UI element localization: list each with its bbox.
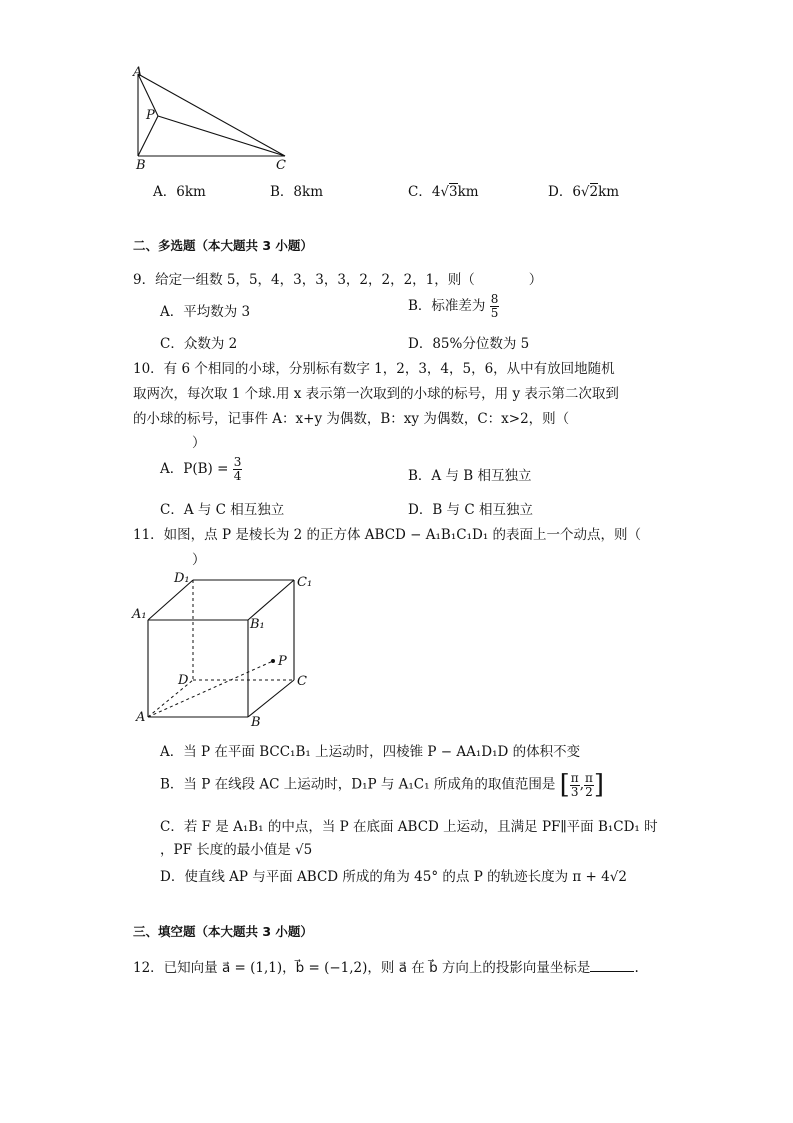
sqrt-sign: √ bbox=[580, 184, 590, 200]
q9-option-d: D．85%分位数为 5 bbox=[408, 336, 530, 352]
q9-option-b-prefix: B．标准差为 bbox=[408, 298, 486, 314]
interval-left-bracket: [ bbox=[559, 770, 570, 800]
q10-fraction-den: 4 bbox=[233, 469, 242, 483]
label-A: A bbox=[136, 710, 146, 725]
q10-option-c: C．A 与 C 相互独立 bbox=[160, 502, 285, 518]
section-2-title: 二、多选题（本大题共 3 小题） bbox=[133, 238, 313, 253]
q12-end: . bbox=[634, 960, 639, 976]
point-p-dot bbox=[271, 659, 275, 663]
label-D1: D₁ bbox=[174, 571, 190, 586]
q8-option-c bbox=[408, 180, 479, 200]
q11-option-a: A．当 P 在平面 BCC₁B₁ 上运动时，四棱锥 P − AA₁D₁D 的体积不变 bbox=[160, 744, 581, 760]
q10-fraction bbox=[233, 456, 243, 483]
q10-option-a bbox=[160, 456, 242, 483]
q10-line-3: 的小球的标号，记事件 A：x+y 为偶数，B：xy 为偶数，C：x>2，则（ bbox=[133, 411, 570, 427]
q11-line-2: ） bbox=[192, 552, 206, 568]
q8-option-c-unit: km bbox=[457, 184, 479, 200]
q9-fraction-den: 5 bbox=[490, 306, 499, 320]
interval-left-den: 3 bbox=[570, 784, 579, 799]
label-A1: A₁ bbox=[132, 607, 147, 622]
q8-option-d-radicand: 2 bbox=[589, 184, 599, 200]
q9-option-a: A．平均数为 3 bbox=[160, 304, 251, 320]
q11-option-d: D．使直线 AP 与平面 ABCD 所成的角为 45° 的点 P 的轨迹长度为 π + 4√2 bbox=[160, 869, 627, 885]
q9-fraction-num: 8 bbox=[490, 292, 499, 306]
label-P: P bbox=[146, 108, 155, 123]
label-B: B bbox=[251, 715, 261, 730]
label-D: D bbox=[178, 673, 189, 688]
q9-option-b bbox=[408, 293, 499, 320]
interval-comma: , bbox=[579, 776, 584, 793]
q10-line-1: 10．有 6 个相同的小球，分别标有数字 1，2，3，4，5，6，从中有放回地随机 bbox=[133, 361, 615, 377]
q8-option-d-prefix: D．6 bbox=[548, 184, 581, 200]
q9-stem: 9．给定一组数 5，5，4，3，3，3，2，2，2，1，则（ ） bbox=[133, 272, 543, 288]
label-C: C bbox=[297, 674, 307, 689]
q10-option-a-prefix: A．P(B) = bbox=[160, 461, 229, 477]
cube-figure bbox=[130, 568, 315, 730]
q11-option-b bbox=[160, 770, 604, 800]
q11-line-1: 11．如图，点 P 是棱长为 2 的正方体 ABCD − A₁B₁C₁D₁ 的表面上一个动点，则（ bbox=[133, 527, 642, 543]
q11-option-b-prefix: B．当 P 在线段 AC 上运动时，D₁P 与 A₁C₁ 所成角的取值范围是 bbox=[160, 776, 556, 793]
triangle-figure bbox=[128, 62, 298, 174]
sqrt-sign: √ bbox=[440, 184, 450, 200]
q10-line-4: ） bbox=[192, 435, 206, 451]
answer-blank[interactable] bbox=[590, 959, 634, 972]
interval-right bbox=[584, 772, 594, 799]
q10-line-2: 取两次，每次取 1 个球.用 x 表示第一次取到的小球的标号，用 y 表示第二次取到 bbox=[133, 386, 619, 402]
interval-left bbox=[570, 772, 580, 799]
interval-right-num: π bbox=[584, 770, 593, 785]
label-B1: B₁ bbox=[250, 617, 265, 632]
q9-option-c: C．众数为 2 bbox=[160, 336, 238, 352]
q10-option-d: D．B 与 C 相互独立 bbox=[408, 502, 533, 518]
q11-option-c-line-1: C．若 F 是 A₁B₁ 的中点，当 P 在底面 ABCD 上运动，且满足 PF∥平面 B₁CD₁ 时 bbox=[160, 819, 658, 835]
q8-option-c-prefix: C．4 bbox=[408, 184, 441, 200]
q8-option-b: B．8km bbox=[270, 184, 323, 200]
q8-option-d bbox=[548, 180, 619, 200]
label-A: A bbox=[133, 65, 143, 80]
q12-text: 12．已知向量 a⃗ = (1,1)，b⃗ = (−1,2)，则 a⃗ 在 b⃗ 方向上的投影向量坐标是 bbox=[133, 960, 591, 976]
q9-fraction bbox=[490, 293, 500, 320]
q11-option-c-line-2: ，PF 长度的最小值是 √5 bbox=[160, 842, 313, 858]
label-B: B bbox=[136, 158, 146, 173]
label-C: C bbox=[276, 158, 286, 173]
q8-option-a: A．6km bbox=[153, 184, 206, 200]
interval-right-den: 2 bbox=[585, 784, 593, 799]
interval-left-num: π bbox=[570, 770, 579, 785]
label-C1: C₁ bbox=[297, 575, 313, 590]
q12 bbox=[133, 956, 639, 976]
q8-option-d-unit: km bbox=[598, 184, 620, 200]
section-3-title: 三、填空题（本大题共 3 小题） bbox=[133, 924, 313, 939]
q8-option-c-radicand: 3 bbox=[449, 184, 458, 200]
q10-fraction-num: 3 bbox=[233, 455, 242, 469]
q10-option-b: B．A 与 B 相互独立 bbox=[408, 468, 532, 484]
label-P: P bbox=[278, 654, 287, 669]
interval-right-bracket: ] bbox=[593, 770, 605, 800]
